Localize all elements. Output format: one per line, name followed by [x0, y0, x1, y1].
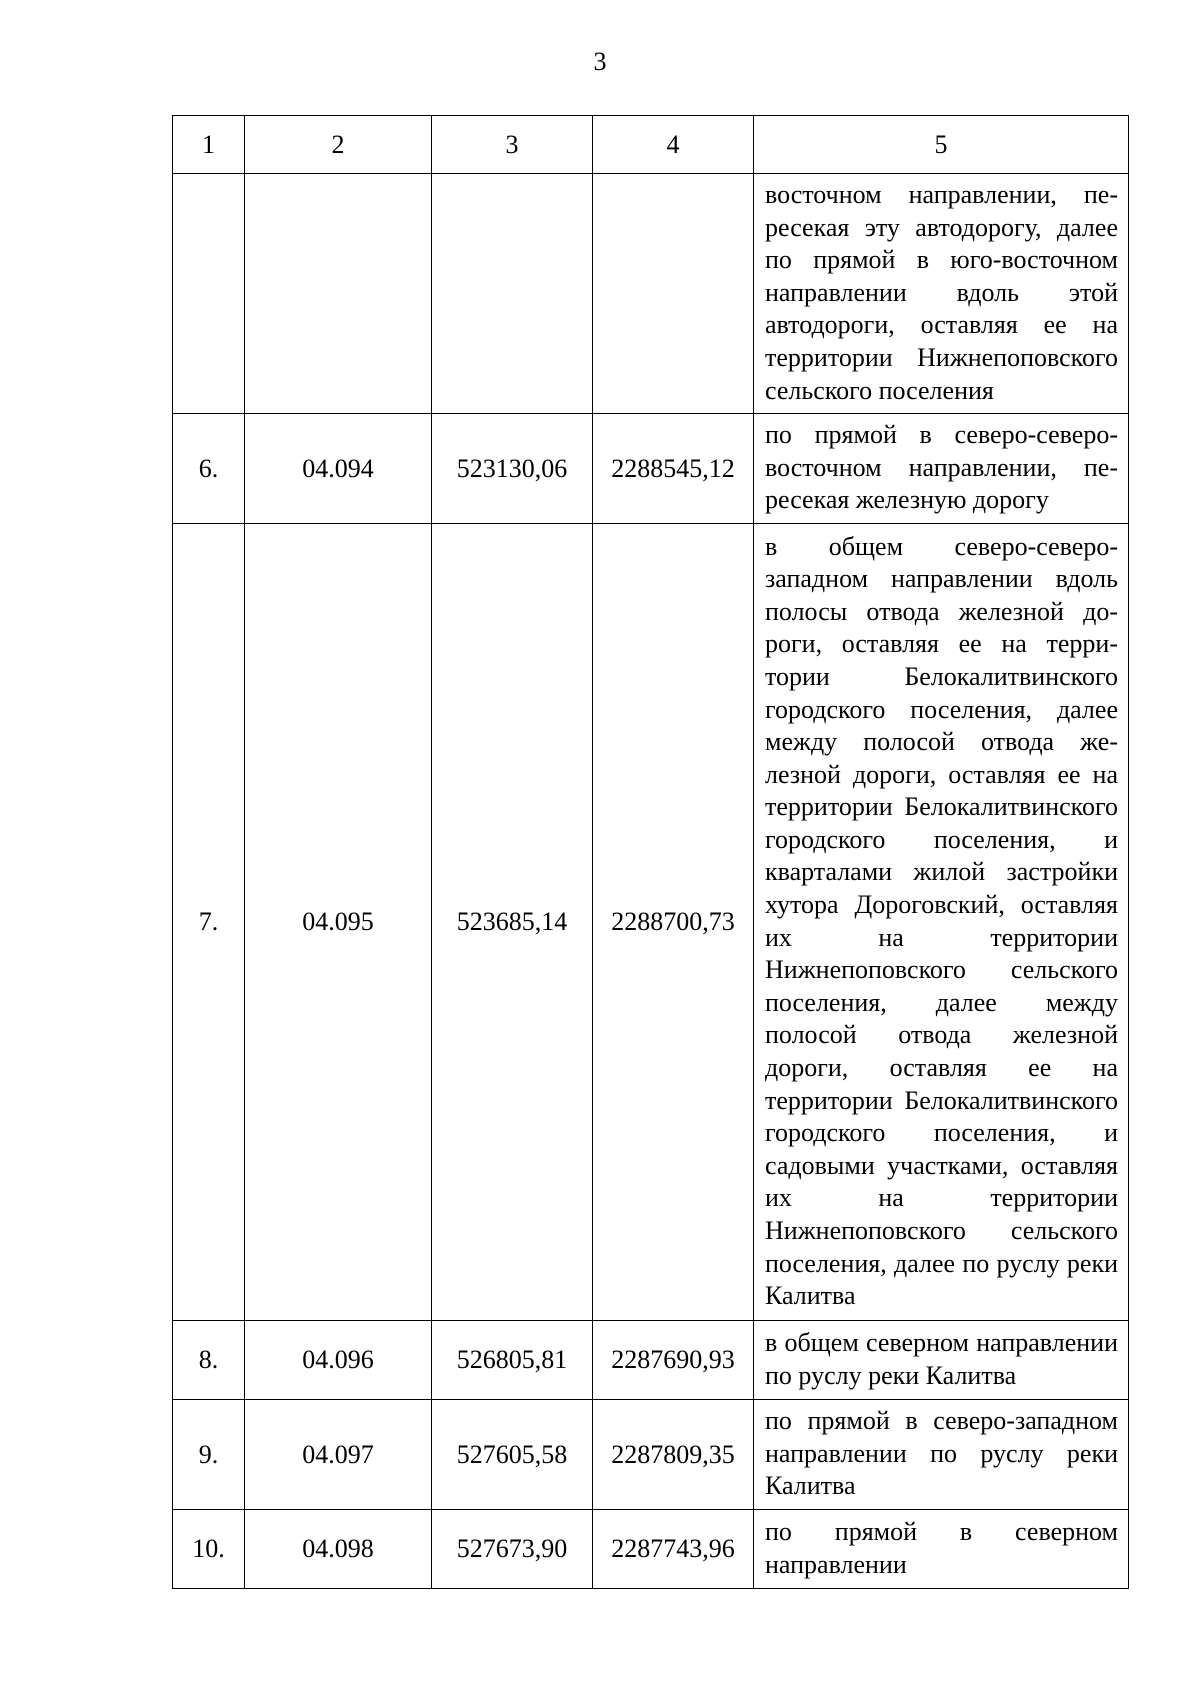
column-header: 2	[245, 116, 432, 174]
point-number: 10.	[173, 1510, 245, 1589]
y-coordinate: 2287690,93	[593, 1321, 754, 1400]
point-code: 04.097	[245, 1400, 432, 1510]
table-row	[173, 524, 1129, 1321]
description-cell: в общем северном направлении по руслу реки Калитва	[754, 1321, 1129, 1400]
table-header-row	[173, 116, 1129, 174]
description-cell: в общем северо-северозападном направлении вдоль полосы отвода железной дороги, оставляя ее на территории Белокалитвинского городского поселения, далее между полосой отвода железной дороги, оставляя ее на территории Белокалитвинского городского поселения, и кварталами жилой застройки хутора Дороговский, оставляя их на территории Нижнепоповского сельского поселения, далее между полосой отвода железной дороги, оставляя ее на территории Белокалитвинского городского поселения, и садовыми участками, оставляя их на территории Нижнепоповского сельского поселения, далее по руслу реки Калитва	[754, 524, 1129, 1321]
boundary-points-table	[172, 115, 1129, 1589]
description-cell: по прямой в северном направлении	[754, 1510, 1129, 1589]
point-code: 04.098	[245, 1510, 432, 1589]
point-number: 7.	[173, 524, 245, 1321]
table-cell-empty	[173, 174, 245, 414]
point-code: 04.094	[245, 414, 432, 524]
description-cell: по прямой в северо-западном направлении по руслу реки Калитва	[754, 1400, 1129, 1510]
point-number: 6.	[173, 414, 245, 524]
table-cell-empty	[432, 174, 593, 414]
x-coordinate: 527605,58	[432, 1400, 593, 1510]
table-row	[173, 414, 1129, 524]
table-cell-empty	[593, 174, 754, 414]
table-row	[173, 1400, 1129, 1510]
description-cell: восточном направлении, пересекая эту автодорогу, далее по прямой в юго-восточном направлении вдоль этой автодороги, оставляя ее на территории Нижнепоповского сельского поселения	[754, 174, 1129, 414]
point-code: 04.095	[245, 524, 432, 1321]
column-header: 4	[593, 116, 754, 174]
column-header: 1	[173, 116, 245, 174]
x-coordinate: 523130,06	[432, 414, 593, 524]
point-number: 8.	[173, 1321, 245, 1400]
y-coordinate: 2288700,73	[593, 524, 754, 1321]
page-number: 3	[593, 47, 607, 76]
point-number: 9.	[173, 1400, 245, 1510]
description-cell: по прямой в северо-северовосточном направлении, пересекая железную дорогу	[754, 414, 1129, 524]
column-header: 5	[754, 116, 1129, 174]
table-row-continuation	[173, 174, 1129, 414]
y-coordinate: 2287809,35	[593, 1400, 754, 1510]
x-coordinate: 526805,81	[432, 1321, 593, 1400]
point-code: 04.096	[245, 1321, 432, 1400]
table-row	[173, 1510, 1129, 1589]
table-cell-empty	[245, 174, 432, 414]
x-coordinate: 523685,14	[432, 524, 593, 1321]
x-coordinate: 527673,90	[432, 1510, 593, 1589]
column-header: 3	[432, 116, 593, 174]
y-coordinate: 2287743,96	[593, 1510, 754, 1589]
table-row	[173, 1321, 1129, 1400]
y-coordinate: 2288545,12	[593, 414, 754, 524]
